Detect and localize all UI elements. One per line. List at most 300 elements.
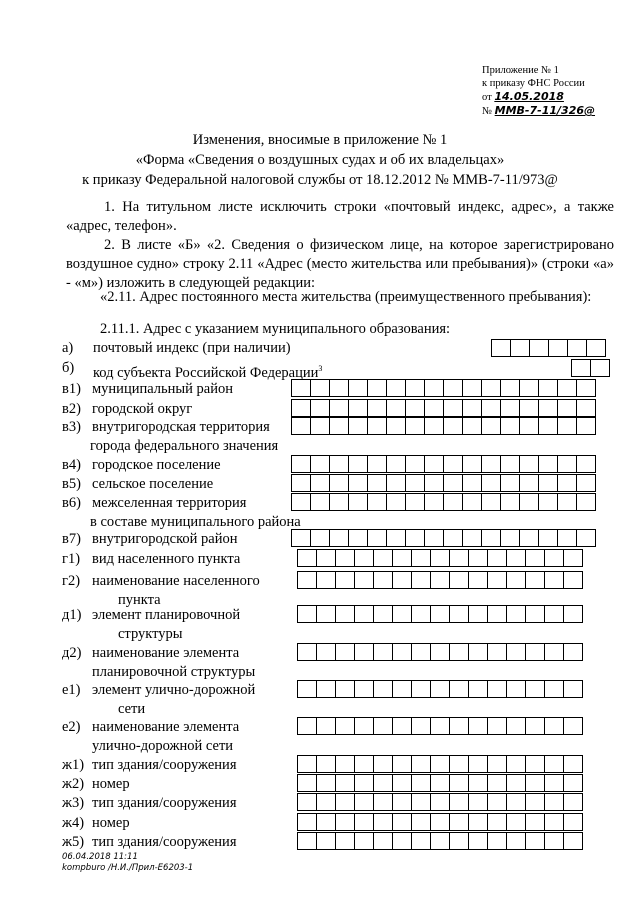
character-cell[interactable]: [348, 474, 368, 492]
character-cell[interactable]: [386, 399, 406, 417]
character-cell[interactable]: [297, 755, 317, 773]
character-cell[interactable]: [430, 643, 450, 661]
character-cell[interactable]: [506, 605, 526, 623]
character-cell[interactable]: [449, 643, 469, 661]
character-cell[interactable]: [468, 774, 488, 792]
character-cell[interactable]: [525, 643, 545, 661]
character-cell[interactable]: [316, 717, 336, 735]
character-cell[interactable]: [449, 680, 469, 698]
character-cell[interactable]: [297, 832, 317, 850]
character-cell[interactable]: [430, 813, 450, 831]
character-cell[interactable]: [424, 455, 444, 473]
character-cell[interactable]: [443, 399, 463, 417]
character-cell[interactable]: [506, 571, 526, 589]
character-cell[interactable]: [481, 529, 501, 547]
character-cell[interactable]: [525, 755, 545, 773]
character-cell[interactable]: [449, 832, 469, 850]
row-label: [92, 456, 221, 475]
character-cell[interactable]: [354, 571, 374, 589]
character-cell[interactable]: [563, 793, 583, 811]
character-cell[interactable]: [449, 774, 469, 792]
character-cell[interactable]: [430, 571, 450, 589]
character-cell[interactable]: [297, 571, 317, 589]
character-cell[interactable]: [449, 755, 469, 773]
character-cell[interactable]: [392, 774, 412, 792]
character-cell[interactable]: [335, 813, 355, 831]
character-cell[interactable]: [462, 474, 482, 492]
character-cell[interactable]: [519, 529, 539, 547]
character-cell[interactable]: [567, 339, 587, 357]
character-cell[interactable]: [510, 339, 530, 357]
character-cell[interactable]: [500, 455, 520, 473]
character-cell[interactable]: [329, 399, 349, 417]
character-cell[interactable]: [335, 774, 355, 792]
character-cell[interactable]: [291, 455, 311, 473]
appendix-date-handwritten: 14.05.2018: [494, 90, 564, 103]
character-cell[interactable]: [411, 549, 431, 567]
character-cell[interactable]: [335, 755, 355, 773]
character-cell[interactable]: [411, 571, 431, 589]
character-cell[interactable]: [563, 717, 583, 735]
character-cell[interactable]: [310, 417, 330, 435]
character-cell[interactable]: [538, 399, 558, 417]
character-cell[interactable]: [354, 717, 374, 735]
character-cell[interactable]: [576, 529, 596, 547]
character-cell[interactable]: [443, 379, 463, 397]
character-cell[interactable]: [586, 339, 606, 357]
character-cell[interactable]: [291, 474, 311, 492]
character-cell[interactable]: [487, 571, 507, 589]
character-cell[interactable]: [576, 455, 596, 473]
character-cell[interactable]: [557, 417, 577, 435]
character-cell[interactable]: [316, 549, 336, 567]
character-cell[interactable]: [335, 680, 355, 698]
character-cell[interactable]: [525, 774, 545, 792]
character-cell[interactable]: [468, 680, 488, 698]
character-cell[interactable]: [310, 379, 330, 397]
character-cell[interactable]: [411, 717, 431, 735]
appendix-order: к приказу ФНС России: [482, 78, 585, 89]
character-cell[interactable]: [335, 549, 355, 567]
character-cell[interactable]: [487, 549, 507, 567]
character-cell[interactable]: [329, 417, 349, 435]
character-cell[interactable]: [576, 493, 596, 511]
character-cell[interactable]: [468, 605, 488, 623]
character-cell[interactable]: [525, 605, 545, 623]
character-cell[interactable]: [310, 399, 330, 417]
character-cell[interactable]: [576, 474, 596, 492]
character-cell[interactable]: [316, 755, 336, 773]
character-cell[interactable]: [367, 493, 387, 511]
character-cell[interactable]: [424, 474, 444, 492]
character-cell[interactable]: [525, 793, 545, 811]
character-cell[interactable]: [487, 774, 507, 792]
character-cell[interactable]: [548, 339, 568, 357]
character-cell[interactable]: [316, 774, 336, 792]
character-cell[interactable]: [348, 455, 368, 473]
character-cell[interactable]: [519, 455, 539, 473]
character-cell[interactable]: [373, 755, 393, 773]
character-cell[interactable]: [297, 643, 317, 661]
character-cell[interactable]: [538, 529, 558, 547]
row-label: [92, 833, 236, 852]
character-cell[interactable]: [544, 571, 564, 589]
character-cell[interactable]: [538, 493, 558, 511]
character-cell[interactable]: [468, 813, 488, 831]
character-cell[interactable]: [563, 680, 583, 698]
character-cell[interactable]: [462, 455, 482, 473]
character-input-cells: [492, 339, 606, 357]
character-cell[interactable]: [354, 774, 374, 792]
character-cell[interactable]: [557, 399, 577, 417]
character-cell[interactable]: [386, 474, 406, 492]
character-cell[interactable]: [557, 493, 577, 511]
character-input-cells: [298, 717, 583, 735]
character-cell[interactable]: [500, 399, 520, 417]
character-cell[interactable]: [430, 605, 450, 623]
character-cell[interactable]: [297, 605, 317, 623]
character-cell[interactable]: [525, 549, 545, 567]
character-cell[interactable]: [329, 379, 349, 397]
character-cell[interactable]: [481, 493, 501, 511]
character-cell[interactable]: [544, 793, 564, 811]
character-cell[interactable]: [430, 549, 450, 567]
character-cell[interactable]: [519, 399, 539, 417]
character-cell[interactable]: [367, 529, 387, 547]
row-letter: д2): [62, 645, 82, 661]
character-cell[interactable]: [335, 571, 355, 589]
character-cell[interactable]: [557, 455, 577, 473]
character-cell[interactable]: [335, 717, 355, 735]
character-cell[interactable]: [481, 455, 501, 473]
character-cell[interactable]: [449, 793, 469, 811]
character-cell[interactable]: [335, 605, 355, 623]
character-cell[interactable]: [373, 717, 393, 735]
character-cell[interactable]: [291, 417, 311, 435]
character-cell[interactable]: [430, 832, 450, 850]
character-cell[interactable]: [462, 399, 482, 417]
character-cell[interactable]: [544, 643, 564, 661]
character-cell[interactable]: [430, 717, 450, 735]
character-cell[interactable]: [538, 379, 558, 397]
row-letter: в4): [62, 457, 81, 473]
character-cell[interactable]: [506, 793, 526, 811]
character-cell[interactable]: [576, 379, 596, 397]
character-cell[interactable]: [335, 643, 355, 661]
character-cell[interactable]: [316, 605, 336, 623]
character-cell[interactable]: [405, 455, 425, 473]
character-cell[interactable]: [373, 774, 393, 792]
character-cell[interactable]: [392, 549, 412, 567]
character-cell[interactable]: [563, 774, 583, 792]
character-cell[interactable]: [386, 529, 406, 547]
character-cell[interactable]: [563, 832, 583, 850]
character-cell[interactable]: [424, 379, 444, 397]
character-cell[interactable]: [424, 493, 444, 511]
character-cell[interactable]: [481, 399, 501, 417]
character-cell[interactable]: [405, 417, 425, 435]
character-cell[interactable]: [373, 643, 393, 661]
character-cell[interactable]: [487, 813, 507, 831]
character-cell[interactable]: [335, 832, 355, 850]
character-input-cells: [572, 359, 610, 377]
character-cell[interactable]: [538, 474, 558, 492]
character-cell[interactable]: [392, 717, 412, 735]
character-cell[interactable]: [557, 529, 577, 547]
character-cell[interactable]: [405, 493, 425, 511]
character-cell[interactable]: [487, 717, 507, 735]
character-cell[interactable]: [291, 493, 311, 511]
character-cell[interactable]: [291, 529, 311, 547]
character-cell[interactable]: [405, 529, 425, 547]
character-cell[interactable]: [291, 399, 311, 417]
character-cell[interactable]: [525, 813, 545, 831]
character-cell[interactable]: [481, 474, 501, 492]
character-cell[interactable]: [310, 493, 330, 511]
character-cell[interactable]: [297, 774, 317, 792]
character-cell[interactable]: [392, 643, 412, 661]
character-cell[interactable]: [571, 359, 591, 377]
character-cell[interactable]: [405, 474, 425, 492]
character-cell[interactable]: [316, 680, 336, 698]
character-cell[interactable]: [367, 455, 387, 473]
row-label: [92, 530, 238, 549]
character-cell[interactable]: [354, 793, 374, 811]
character-cell[interactable]: [491, 339, 511, 357]
character-cell[interactable]: [449, 813, 469, 831]
character-cell[interactable]: [506, 680, 526, 698]
character-cell[interactable]: [506, 755, 526, 773]
character-cell[interactable]: [329, 474, 349, 492]
character-cell[interactable]: [316, 832, 336, 850]
character-cell[interactable]: [354, 605, 374, 623]
paragraph-3: «2.11. Адрес постоянного места жительства (преимущественного пребывания):: [100, 289, 592, 305]
character-cell[interactable]: [411, 813, 431, 831]
row-label-text: номер: [92, 776, 130, 792]
character-cell[interactable]: [424, 399, 444, 417]
character-cell[interactable]: [367, 417, 387, 435]
character-cell[interactable]: [468, 571, 488, 589]
character-cell[interactable]: [563, 755, 583, 773]
character-cell[interactable]: [373, 605, 393, 623]
character-cell[interactable]: [544, 717, 564, 735]
character-cell[interactable]: [392, 793, 412, 811]
character-cell[interactable]: [544, 832, 564, 850]
character-cell[interactable]: [411, 793, 431, 811]
character-cell[interactable]: [424, 417, 444, 435]
character-cell[interactable]: [316, 793, 336, 811]
character-cell[interactable]: [468, 793, 488, 811]
character-cell[interactable]: [500, 493, 520, 511]
character-cell[interactable]: [348, 417, 368, 435]
character-cell[interactable]: [386, 417, 406, 435]
character-cell[interactable]: [373, 571, 393, 589]
character-cell[interactable]: [481, 379, 501, 397]
character-cell[interactable]: [500, 474, 520, 492]
character-cell[interactable]: [297, 813, 317, 831]
character-cell[interactable]: [544, 549, 564, 567]
character-cell[interactable]: [405, 399, 425, 417]
character-cell[interactable]: [443, 455, 463, 473]
character-cell[interactable]: [392, 605, 412, 623]
character-cell[interactable]: [367, 474, 387, 492]
character-cell[interactable]: [310, 529, 330, 547]
character-cell[interactable]: [329, 455, 349, 473]
character-cell[interactable]: [348, 379, 368, 397]
character-cell[interactable]: [310, 455, 330, 473]
character-cell[interactable]: [411, 774, 431, 792]
character-cell[interactable]: [443, 529, 463, 547]
character-cell[interactable]: [563, 571, 583, 589]
character-cell[interactable]: [563, 643, 583, 661]
character-cell[interactable]: [500, 529, 520, 547]
character-cell[interactable]: [430, 793, 450, 811]
character-cell[interactable]: [449, 549, 469, 567]
character-cell[interactable]: [563, 549, 583, 567]
character-cell[interactable]: [563, 813, 583, 831]
character-cell[interactable]: [538, 417, 558, 435]
character-cell[interactable]: [544, 680, 564, 698]
row-label-text: сельское поселение: [92, 476, 214, 492]
character-cell[interactable]: [525, 571, 545, 589]
character-cell[interactable]: [506, 774, 526, 792]
character-cell[interactable]: [392, 571, 412, 589]
character-cell[interactable]: [519, 417, 539, 435]
character-cell[interactable]: [487, 755, 507, 773]
character-cell[interactable]: [519, 474, 539, 492]
character-cell[interactable]: [297, 549, 317, 567]
character-cell[interactable]: [335, 793, 355, 811]
character-cell[interactable]: [367, 379, 387, 397]
character-cell[interactable]: [430, 680, 450, 698]
character-cell[interactable]: [468, 717, 488, 735]
character-cell[interactable]: [367, 399, 387, 417]
character-cell[interactable]: [576, 417, 596, 435]
character-cell[interactable]: [348, 529, 368, 547]
character-cell[interactable]: [316, 571, 336, 589]
character-cell[interactable]: [373, 549, 393, 567]
character-cell[interactable]: [310, 474, 330, 492]
character-cell[interactable]: [297, 680, 317, 698]
character-cell[interactable]: [544, 774, 564, 792]
character-cell[interactable]: [506, 643, 526, 661]
character-cell[interactable]: [373, 832, 393, 850]
character-cell[interactable]: [411, 680, 431, 698]
character-cell[interactable]: [544, 605, 564, 623]
character-cell[interactable]: [462, 379, 482, 397]
character-cell[interactable]: [348, 493, 368, 511]
character-cell[interactable]: [462, 417, 482, 435]
character-cell[interactable]: [529, 339, 549, 357]
character-cell[interactable]: [297, 717, 317, 735]
character-cell[interactable]: [557, 474, 577, 492]
character-cell[interactable]: [519, 493, 539, 511]
character-cell[interactable]: [481, 417, 501, 435]
character-cell[interactable]: [329, 529, 349, 547]
character-cell[interactable]: [405, 379, 425, 397]
character-cell[interactable]: [386, 455, 406, 473]
character-cell[interactable]: [462, 529, 482, 547]
character-cell[interactable]: [373, 680, 393, 698]
character-cell[interactable]: [468, 549, 488, 567]
character-cell[interactable]: [544, 813, 564, 831]
title-line-1: Изменения, вносимые в приложение № 1: [192, 132, 448, 148]
character-cell[interactable]: [430, 774, 450, 792]
character-cell[interactable]: [411, 832, 431, 850]
character-cell[interactable]: [373, 813, 393, 831]
character-cell[interactable]: [538, 455, 558, 473]
character-cell[interactable]: [449, 571, 469, 589]
character-cell[interactable]: [487, 832, 507, 850]
character-cell[interactable]: [291, 379, 311, 397]
character-cell[interactable]: [519, 379, 539, 397]
character-cell[interactable]: [487, 605, 507, 623]
character-cell[interactable]: [316, 643, 336, 661]
character-cell[interactable]: [449, 605, 469, 623]
character-cell[interactable]: [487, 643, 507, 661]
character-cell[interactable]: [525, 680, 545, 698]
row-label: [92, 550, 240, 569]
character-cell[interactable]: [329, 493, 349, 511]
character-cell[interactable]: [506, 717, 526, 735]
character-cell[interactable]: [500, 417, 520, 435]
character-cell[interactable]: [468, 832, 488, 850]
character-cell[interactable]: [373, 793, 393, 811]
character-cell[interactable]: [354, 832, 374, 850]
character-cell[interactable]: [544, 755, 564, 773]
character-cell[interactable]: [354, 643, 374, 661]
character-cell[interactable]: [443, 417, 463, 435]
character-cell[interactable]: [392, 832, 412, 850]
character-cell[interactable]: [500, 379, 520, 397]
character-cell[interactable]: [506, 549, 526, 567]
character-cell[interactable]: [443, 493, 463, 511]
character-cell[interactable]: [424, 529, 444, 547]
character-cell[interactable]: [525, 717, 545, 735]
character-cell[interactable]: [576, 399, 596, 417]
character-cell[interactable]: [487, 680, 507, 698]
character-cell[interactable]: [449, 717, 469, 735]
character-cell[interactable]: [487, 793, 507, 811]
character-cell[interactable]: [443, 474, 463, 492]
character-cell[interactable]: [297, 793, 317, 811]
character-cell[interactable]: [354, 755, 374, 773]
character-cell[interactable]: [386, 493, 406, 511]
character-cell[interactable]: [392, 680, 412, 698]
character-cell[interactable]: [506, 813, 526, 831]
character-cell[interactable]: [354, 549, 374, 567]
character-cell[interactable]: [354, 813, 374, 831]
character-cell[interactable]: [316, 813, 336, 831]
character-cell[interactable]: [411, 605, 431, 623]
character-cell[interactable]: [411, 643, 431, 661]
character-cell[interactable]: [525, 832, 545, 850]
character-cell[interactable]: [348, 399, 368, 417]
character-cell[interactable]: [392, 813, 412, 831]
character-cell[interactable]: [590, 359, 610, 377]
character-cell[interactable]: [411, 755, 431, 773]
character-cell[interactable]: [386, 379, 406, 397]
character-cell[interactable]: [430, 755, 450, 773]
character-cell[interactable]: [354, 680, 374, 698]
character-cell[interactable]: [563, 605, 583, 623]
character-cell[interactable]: [468, 643, 488, 661]
character-cell[interactable]: [506, 832, 526, 850]
character-cell[interactable]: [468, 755, 488, 773]
character-cell[interactable]: [557, 379, 577, 397]
character-cell[interactable]: [392, 755, 412, 773]
character-cell[interactable]: [462, 493, 482, 511]
